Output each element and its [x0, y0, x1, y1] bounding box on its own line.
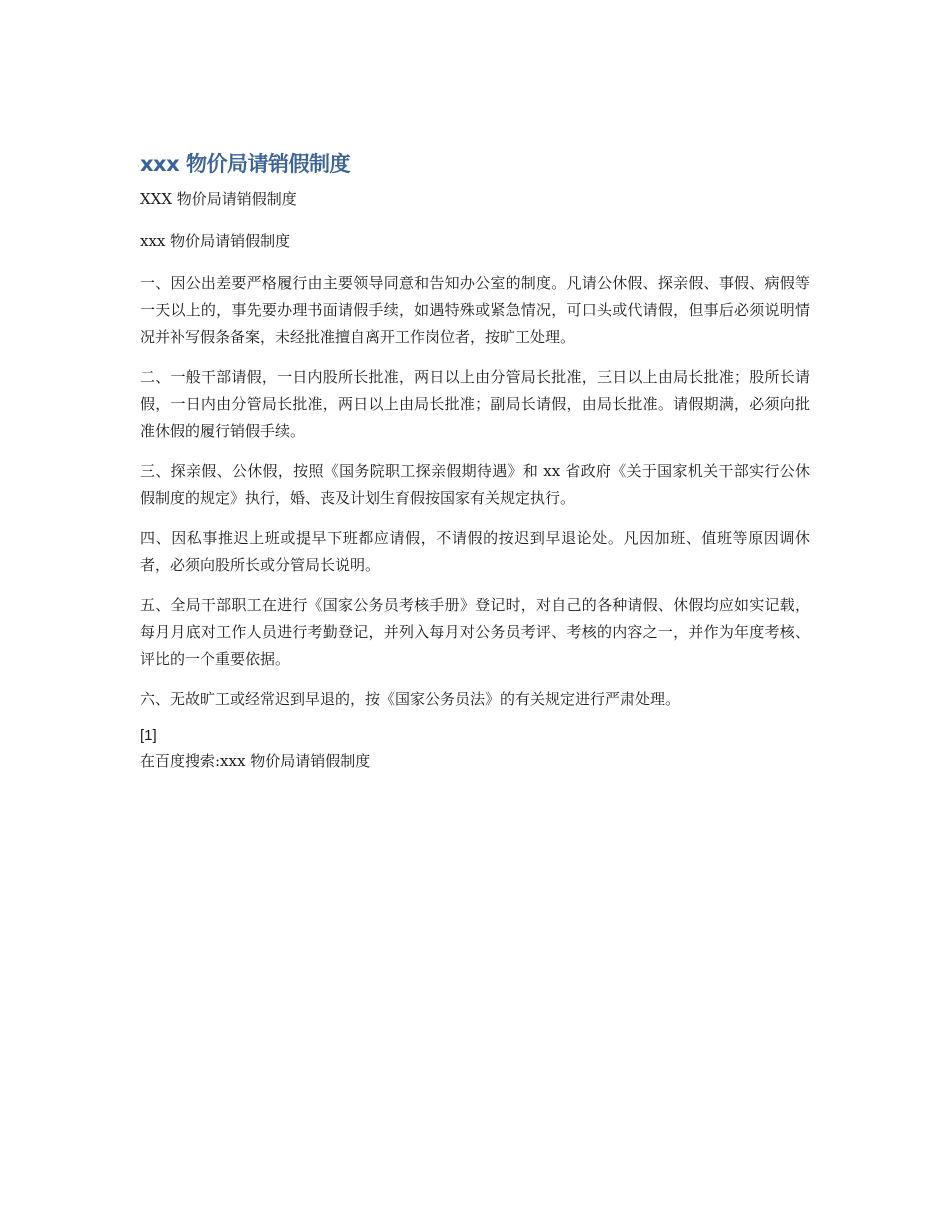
document-subtitle-secondary: xxx 物价局请销假制度 [140, 232, 291, 250]
paragraph-2: 二、一般干部请假，一日内股所长批准，两日以上由分管局长批准，三日以上由局长批准；股所长请假，一日内由分管局长批准，两日以上由局长批准；副局长请假，由局长批准。请假期满，必须向批准休假的履行销假手续。 [140, 368, 810, 440]
document-title: xxx 物价局请销假制度 [140, 152, 350, 176]
document-subtitle-primary: XXX 物价局请销假制度 [140, 190, 297, 208]
reference-marker: [1] [140, 727, 157, 744]
paragraph-3: 三、探亲假、公休假，按照《国务院职工探亲假期待遇》和 xx 省政府《关于国家机关干部实行公休假制度的规定》执行，婚、丧及计划生育假按国家有关规定执行。 [140, 462, 810, 507]
paragraph-4: 四、因私事推迟上班或提早下班都应请假，不请假的按迟到早退论处。凡因加班、值班等原因调休者，必须向股所长或分管局长说明。 [140, 529, 810, 574]
search-link[interactable]: 在百度搜索:xxx 物价局请销假制度 [140, 752, 371, 770]
paragraph-6: 六、无故旷工或经常迟到早退的，按《国家公务员法》的有关规定进行严肃处理。 [140, 690, 681, 708]
paragraph-5: 五、全局干部职工在进行《国家公务员考核手册》登记时，对自己的各种请假、休假均应如实记载，每月月底对工作人员进行考勤登记，并列入每月对公务员考评、考核的内容之一，并作为年度考核、评比的一个重要依据。 [140, 596, 810, 668]
paragraph-1: 一、因公出差要严格履行由主要领导同意和告知办公室的制度。凡请公休假、探亲假、事假、病假等一天以上的，事先要办理书面请假手续，如遇特殊或紧急情况，可口头或代请假，但事后必须说明情况并补写假条备案，未经批准擅自离开工作岗位者，按旷工处理。 [140, 274, 810, 346]
document-page [140, 148, 810, 773]
